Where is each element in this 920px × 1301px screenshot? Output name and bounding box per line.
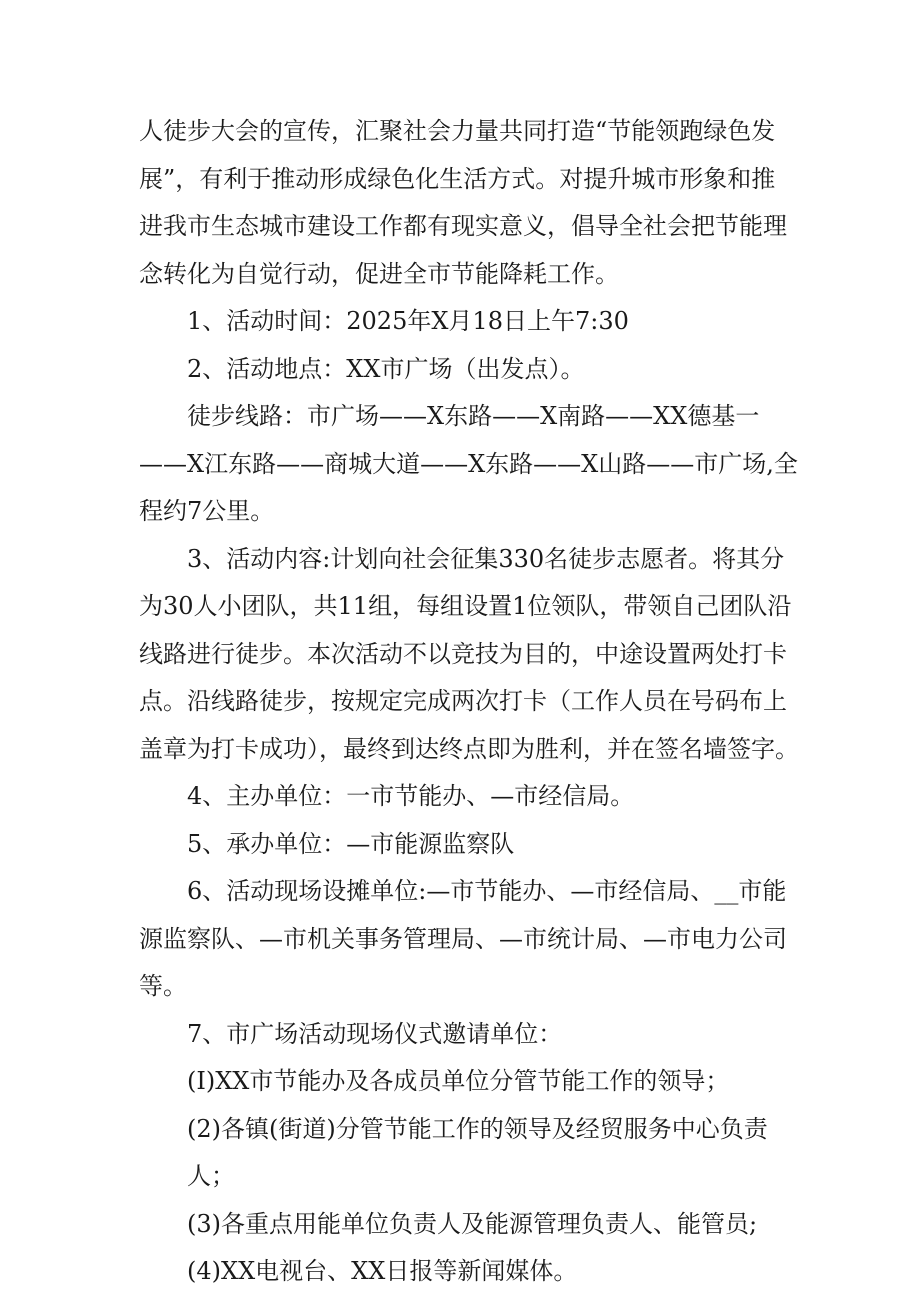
invited-unit-item: (2)各镇(街道)分管节能工作的领导及经贸服务中心负责人； — [187, 1114, 768, 1190]
intro-paragraph: 人徒步大会的宣传，汇聚社会力量共同打造“节能领跑绿色发展”，有利于推动形成绿色化生活方式。对提升城市形象和推进我市生态城市建设工作都有现实意义，倡导全社会把节能理念转化为自觉行动，促进全市节能降耗工作。 — [139, 117, 787, 288]
invited-units-heading: 7、市广场活动现场仪式邀请单位： — [187, 1019, 563, 1048]
organizer-units: 5、承办单位：—市能源监察队 — [187, 829, 515, 858]
invited-unit-item: (I)XX市节能办及各成员单位分管节能工作的领导； — [187, 1067, 730, 1095]
document-body — [139, 108, 799, 1296]
host-units: 4、主办单位：一市节能办、—市经信局。 — [187, 782, 635, 810]
invited-unit-item: (3)各重点用能单位负责人及能源管理负责人、能管员; — [187, 1209, 758, 1238]
activity-content: 3、活动内容:计划向社会征集330名徒步志愿者。将其分为30人小团队，共11组，每组设置1位领队，带领自己团队沿线路进行徒步。本次活动不以竞技为目的，中途设置两处打卡点。沿线路徒步，按规定完成两次打卡（工作人员在号码布上盖章为打卡成功），最终到达终点即为胜利，并在签名墙签字。 — [139, 544, 799, 763]
booth-units: 6、活动现场设摊单位:—市节能办、—市经信局、__市能源监察队、—市机关事务管理局、—市统计局、—市电力公司等。 — [139, 877, 787, 1000]
invited-unit-item: (4)XX电视台、XX日报等新闻媒体。 — [187, 1257, 578, 1285]
activity-time: 1、活动时间：2025年X月18日上午7:30 — [187, 307, 629, 335]
activity-location: 2、活动地点：XX市广场（出发点）。 — [187, 354, 585, 383]
walking-route: 徒步线路：市广场——X东路——X南路——XX德基一——X江东路——商城大道——X东路——X山路——市广场,全程约7公里。 — [139, 402, 798, 525]
